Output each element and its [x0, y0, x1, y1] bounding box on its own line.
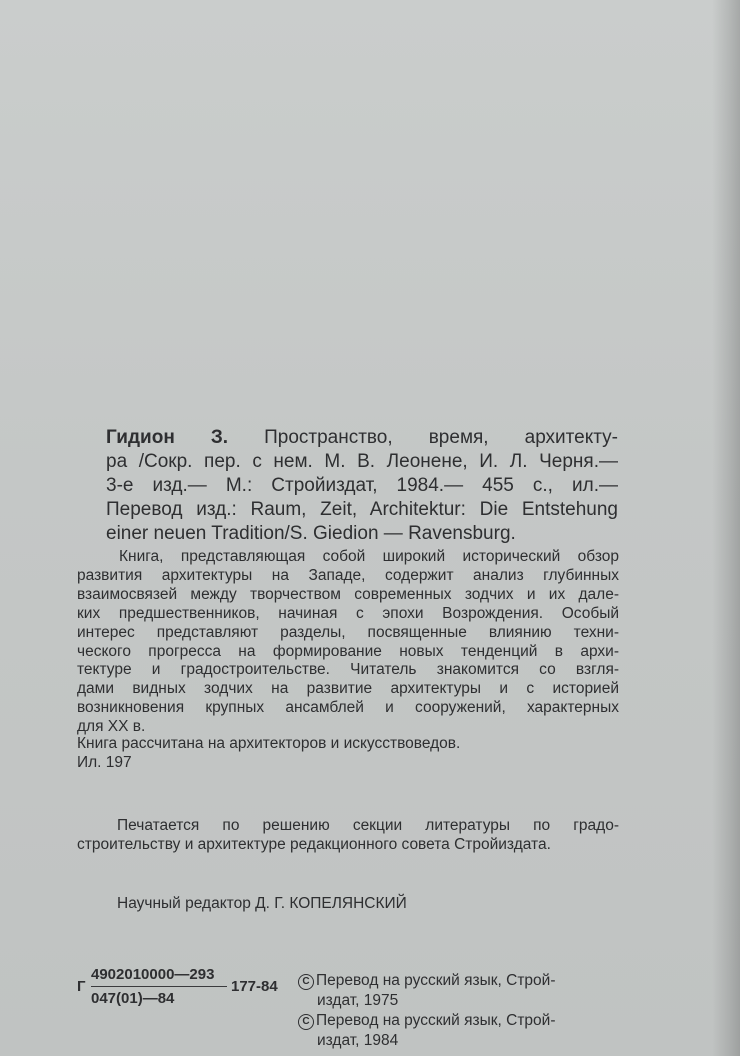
annotation-line: интерес представляют разделы, посвященные влиянию техни-: [77, 623, 619, 641]
annotation-line: для XX в.: [77, 718, 146, 736]
scientific-editor: Научный редактор Д. Г. КОПЕЛЯНСКИЙ: [117, 895, 407, 912]
code-tail: 177-84: [231, 978, 278, 995]
publication-approval: [77, 816, 619, 854]
annotation-line: Книга, представляющая собой широкий исторический обзор: [119, 548, 619, 565]
biblio-line-1: [106, 426, 618, 450]
approval-line-2: строительству и архитектуре редакционного совета Стройиздата.: [77, 836, 551, 853]
code-denominator: 047(01)—84: [91, 990, 175, 1007]
copyright-icon: C: [298, 1014, 314, 1030]
code-letter: Г: [77, 978, 86, 995]
title-text: Пространство, время, архитекту-: [264, 427, 618, 448]
annotation-line: развития архитектуры на Западе, содержит анализ глубинных: [77, 566, 619, 584]
annotation-line: ких предшественников, начиная с эпохи Возрождения. Особый: [77, 604, 619, 622]
copyright-entry-1: [298, 971, 618, 991]
copyright-text: Перевод на русский язык, Строй-: [316, 1012, 556, 1029]
annotation-line: взаимосвязей между творчеством современных зодчих и их дале-: [77, 585, 619, 603]
annotation-line: ческого прогресса на формирование новых тенденций в архи-: [77, 642, 619, 660]
code-numerator: 4902010000—293: [91, 966, 215, 983]
annotation-line: дами видных зодчих на развитие архитектуры и с историей: [77, 680, 619, 698]
annotation-line: возникновения крупных ансамблей и сооружений, характерных: [77, 699, 619, 717]
annotation-line: тектуре и градостроительстве. Читатель знакомится со взгля-: [77, 661, 619, 679]
biblio-line-4: Перевод изд.: Raum, Zeit, Architektur: Die Entstehung: [106, 499, 618, 520]
copyright-year-line: издат, 1975: [317, 992, 399, 1009]
approval-line-1: Печатается по решению секции литературы по градо-: [117, 817, 619, 834]
audience-note: [77, 735, 619, 773]
fraction-bar: [91, 986, 227, 987]
annotation: [77, 548, 619, 737]
audience-line: Книга рассчитана на архитекторов и искусствоведов.: [77, 735, 461, 752]
biblio-line-5: einer neuen Tradition/S. Giedion — Ravensburg.: [106, 523, 516, 544]
biblio-line-3: 3-е изд.— М.: Стройиздат, 1984.— 455 с., ил.—: [106, 475, 618, 496]
copyright-year-line: издат, 1984: [317, 1032, 399, 1049]
bibliographic-record: [106, 426, 618, 546]
illustrations-count: Ил. 197: [77, 753, 132, 771]
copyright-icon: C: [298, 974, 314, 990]
copyright-entry-2: [298, 1011, 618, 1031]
copyright-block: [298, 971, 618, 1051]
author-name: Гидион З.: [106, 427, 229, 448]
biblio-line-2: ра /Сокр. пер. с нем. М. В. Леонене, И. Л. Черня.—: [106, 451, 618, 472]
copyright-text: Перевод на русский язык, Строй-: [316, 972, 556, 989]
